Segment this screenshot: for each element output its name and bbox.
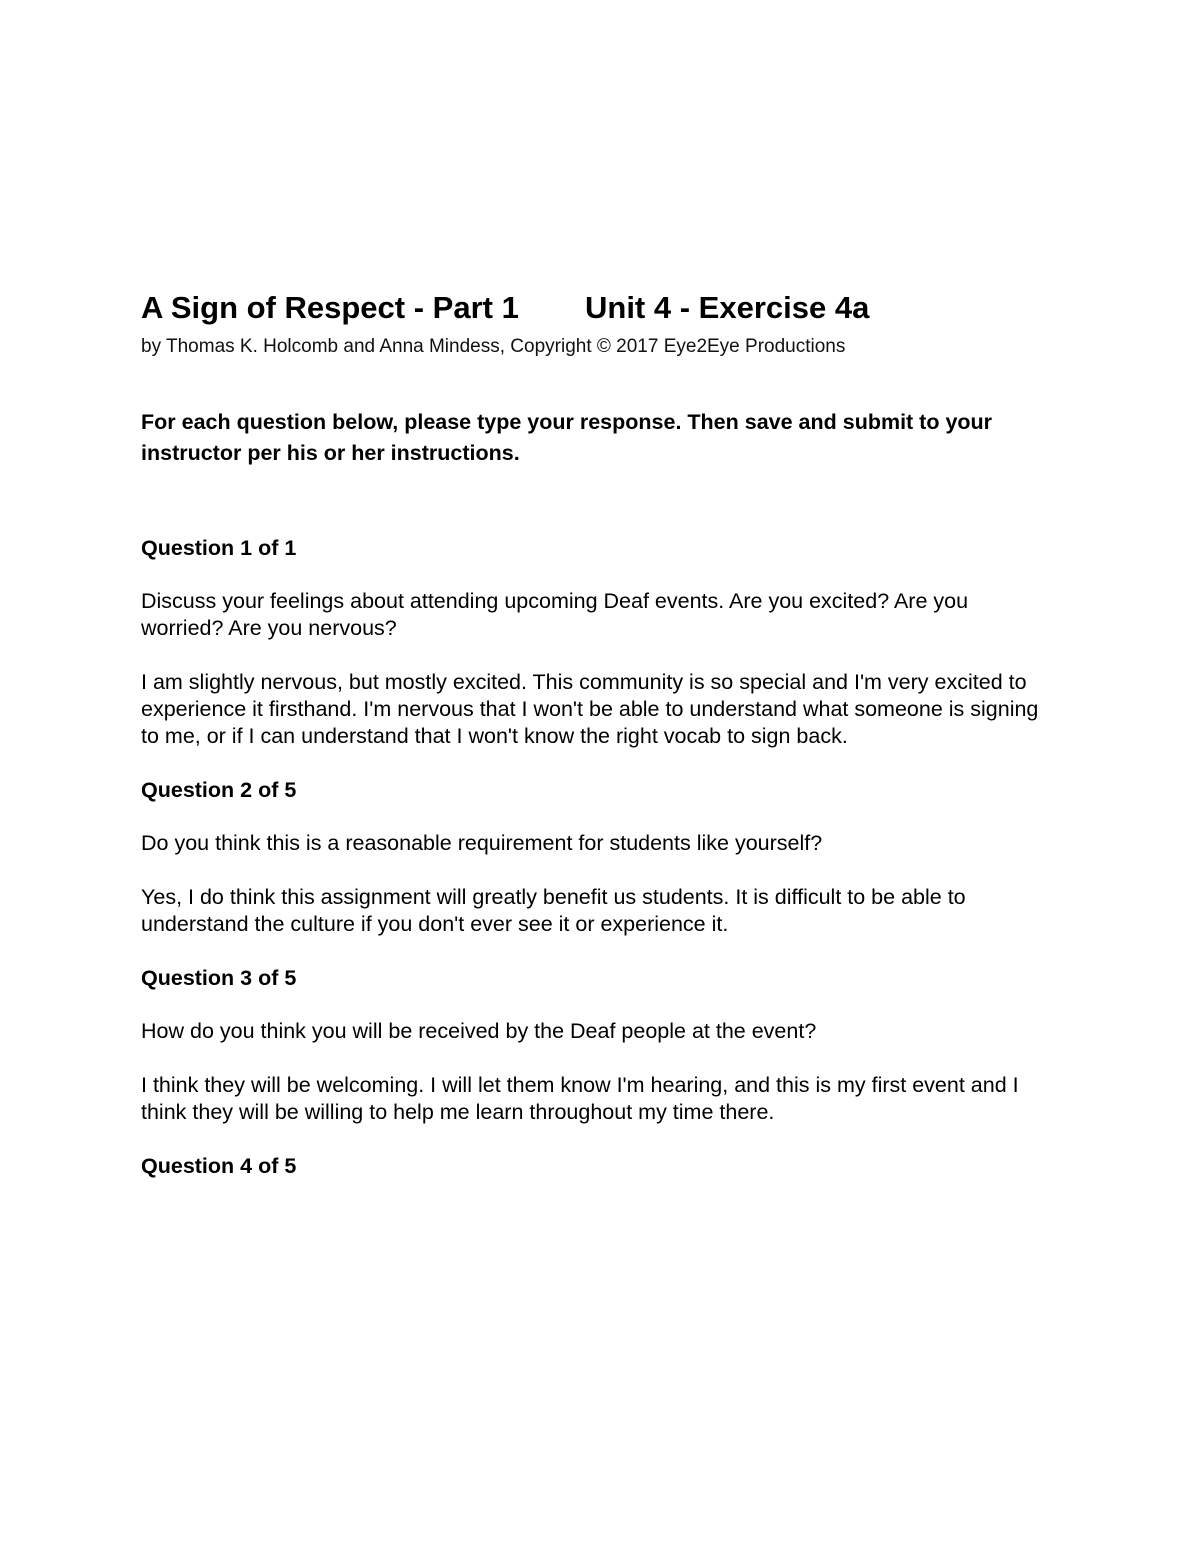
question-2-heading: Question 2 of 5 <box>141 778 297 802</box>
byline: by Thomas K. Holcomb and Anna Mindess, Copyright © 2017 Eye2Eye Productions <box>141 336 846 357</box>
question-1-heading: Question 1 of 1 <box>141 536 297 560</box>
question-3-prompt: How do you think you will be received by the Deaf people at the event? <box>141 1019 817 1043</box>
question-2-prompt: Do you think this is a reasonable requirement for students like yourself? <box>141 831 823 855</box>
instructions: For each question below, please type your response. Then save and submit to your instructor per his or her instructions. <box>141 410 993 465</box>
question-3-answer: I think they will be welcoming. I will let them know I'm hearing, and this is my first event and I think they will be willing to help me learn throughout my time there. <box>141 1073 1019 1124</box>
question-4-heading: Question 4 of 5 <box>141 1154 297 1178</box>
question-1-answer: I am slightly nervous, but mostly excited. This community is so special and I'm very excited to experience it firsthand. I'm nervous that I won't be able to understand what someone is signing to me, or if I can understand that I won't know the right vocab to sign back. <box>141 670 1039 748</box>
document-title: A Sign of Respect - Part 1 <box>141 290 519 325</box>
question-2-answer: Yes, I do think this assignment will greatly benefit us students. It is difficult to be able to understand the culture if you don't ever see it or experience it. <box>141 885 966 936</box>
title-row <box>141 288 1061 328</box>
question-1-prompt: Discuss your feelings about attending upcoming Deaf events. Are you excited? Are you worried? Are you nervous? <box>141 589 969 640</box>
unit-title: Unit 4 - Exercise 4a <box>585 290 870 325</box>
question-3-heading: Question 3 of 5 <box>141 966 297 990</box>
document-page <box>141 288 1061 1180</box>
